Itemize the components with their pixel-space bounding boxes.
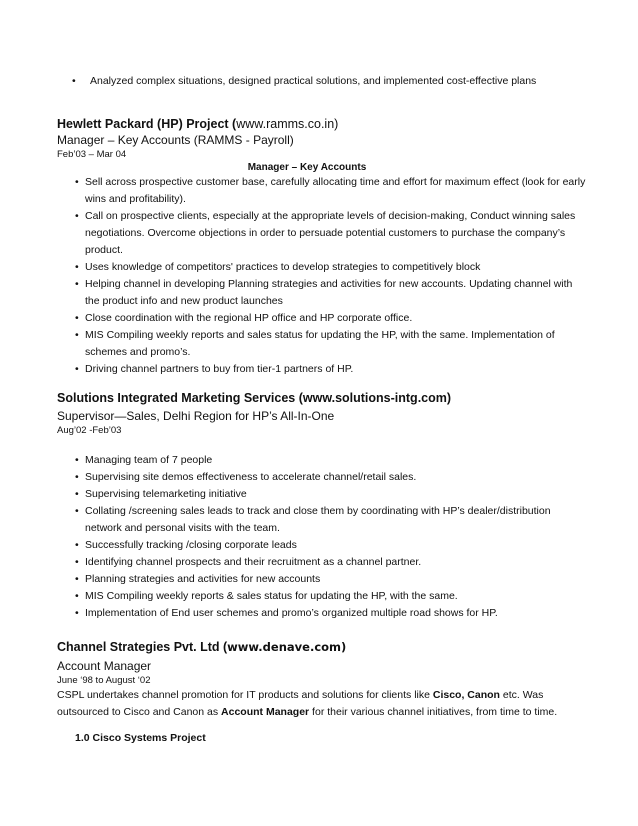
top-bullet-text: Analyzed complex situations, designed practical solutions, and implemented cost-effective plans [90,75,537,87]
sims-bullet-item [57,537,587,554]
bullet-icon: • [75,210,79,222]
sims-bullet-text: Implementation of End user schemes and promo’s organized multiple road shows for HP. [85,607,498,619]
channel-title-link[interactable]: www.denave.com) [227,640,347,654]
bullet-icon: • [75,505,79,517]
bullet-icon: • [75,607,79,619]
sims-dates: Aug’02 -Feb’03 [57,425,122,436]
sims-bullet-text: Identifying channel prospects and their recruitment as a channel partner. [85,556,422,568]
sims-section [57,390,587,622]
bullet-icon: • [75,329,79,341]
hp-bullet-text: Sell across prospective customer base, carefully allocating time and effort for maximum effect (look for early wins and profitability). [85,176,586,205]
sims-role: Supervisor—Sales, Delhi Region for HP’s All-In-One [57,409,335,423]
hp-bullet-item [57,310,587,327]
bullet-icon: • [75,471,79,483]
hp-title-bold: Hewlett Packard (HP) Project ( [57,117,237,131]
bullet-icon: • [75,539,79,551]
hp-bullet-item [57,327,587,361]
sims-title: Solutions Integrated Marketing Services (www.solutions-intg.com) [57,391,452,405]
bullet-icon: • [75,278,79,290]
hp-bullet-text: Close coordination with the regional HP office and HP corporate office. [85,312,413,324]
hp-bullet-item [57,174,587,208]
channel-role: Account Manager [57,659,152,673]
channel-section [57,639,587,745]
bullet-icon: • [72,75,76,87]
bullet-icon: • [75,261,79,273]
sims-bullet-item [57,588,587,605]
sims-bullet-text: Planning strategies and activities for new accounts [85,573,321,585]
sims-bullet-item [57,503,587,537]
channel-title [57,639,587,655]
channel-title-bold: Channel Strategies Pvt. Ltd ( [57,640,228,654]
sims-bullet-text: Collating /screening sales leads to track and close them by coordinating with HP’s dealer/distribution network and personal visits with the team. [85,505,551,534]
channel-description [57,687,587,721]
cisco-project-heading: 1.0 Cisco Systems Project [75,732,206,744]
sims-bullet-item [57,452,587,469]
sims-bullet-text: Supervising telemarketing initiative [85,488,247,500]
bullet-icon: • [75,556,79,568]
hp-bullet-item [57,259,587,276]
sims-bullet-item [57,469,587,486]
channel-desc-part-1: CSPL undertakes channel promotion for IT products and solutions for clients like [57,689,433,701]
hp-bullet-text: Driving channel partners to buy from tier-1 partners of HP. [85,363,354,375]
sims-bullet-text: Supervising site demos effectiveness to accelerate channel/retail sales. [85,471,417,483]
sims-bullet-item [57,571,587,588]
bullet-icon: • [75,363,79,375]
sims-bullet-item [57,605,587,622]
hp-bullet-text: Call on prospective clients, especially at the appropriate levels of decision-making, Conduct winning sales negotiations. Overcome objections in order to persuade potential customers to purchase the company’s product. [85,210,576,256]
hp-bullet-list [57,174,587,378]
channel-desc-part-3: for their various channel initiatives, from time to time. [309,706,558,718]
hp-title [57,116,587,132]
channel-desc-part-2: etc. Was outsourced to Cisco and Canon as [57,689,544,718]
hp-role: Manager – Key Accounts (RAMMS - Payroll) [57,133,294,147]
hp-section [57,116,587,378]
hp-title-link[interactable]: www.ramms.co.in) [236,117,339,131]
hp-heading: Manager – Key Accounts [247,162,367,173]
bullet-icon: • [75,312,79,324]
hp-bullet-item [57,361,587,378]
hp-bullet-text: Helping channel in developing Planning strategies and activities for new accounts. Updating channel with the product info and new product launches [85,278,573,307]
channel-dates: June ‘98 to August ‘02 [57,675,151,686]
sims-bullet-text: MIS Compiling weekly reports & sales status for updating the HP, with the same. [85,590,458,602]
hp-bullet-item [57,276,587,310]
hp-bullet-text: Uses knowledge of competitors' practices to develop strategies to competitively block [85,261,481,273]
bullet-icon: • [75,573,79,585]
bullet-icon: • [75,454,79,466]
hp-bullet-item [57,208,587,259]
sims-bullet-text: Successfully tracking /closing corporate leads [85,539,297,551]
sims-bullet-list [57,452,587,622]
hp-dates: Feb’03 – Mar 04 [57,149,127,160]
sims-bullet-item [57,486,587,503]
top-bullet-item [72,74,536,88]
sims-bullet-item [57,554,587,571]
channel-desc-clients: Cisco, Canon [432,689,500,701]
bullet-icon: • [75,590,79,602]
hp-bullet-text: MIS Compiling weekly reports and sales status for updating the HP, with the same. Implementation of schemes and promo’s. [85,329,555,358]
channel-desc-role: Account Manager [221,706,310,718]
sims-bullet-text: Managing team of 7 people [85,454,213,466]
bullet-icon: • [75,488,79,500]
bullet-icon: • [75,176,79,188]
